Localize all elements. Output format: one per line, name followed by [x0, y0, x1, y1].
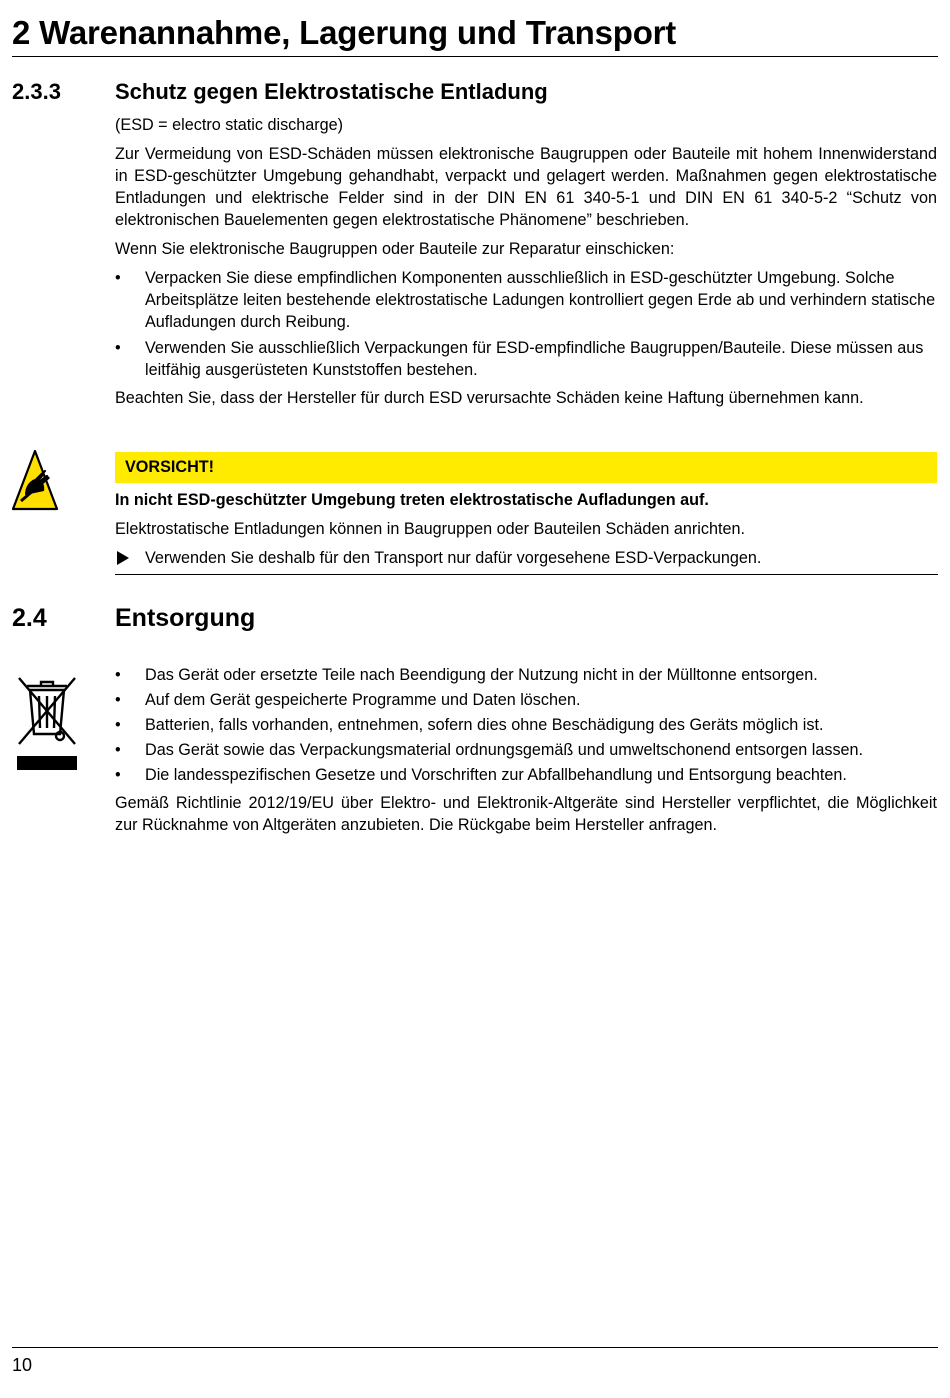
- esd-section-body: [115, 114, 937, 416]
- esd-subtitle: (ESD = electro static discharge): [115, 116, 344, 134]
- bullet-icon: •: [115, 339, 121, 357]
- esd-bullet-list: [115, 267, 937, 381]
- section-title: Entsorgung: [115, 604, 256, 632]
- section-number: 2.4: [12, 604, 47, 632]
- warning-body: [115, 489, 937, 576]
- header-rule: [12, 56, 938, 57]
- weee-crossed-bin-icon: [13, 672, 81, 774]
- page-number: 10: [12, 1355, 33, 1375]
- bullet-icon: •: [115, 716, 121, 734]
- disposal-section-body: [115, 664, 937, 843]
- warning-action: Verwenden Sie deshalb für den Transport nur dafür vorgesehene ESD-Verpackungen.: [115, 547, 937, 569]
- bullet-icon: •: [115, 691, 121, 709]
- list-item: • Das Gerät oder ersetzte Teile nach Beendigung der Nutzung nicht in der Mülltonne entsorgen.: [115, 666, 818, 684]
- esd-intro: Wenn Sie elektronische Baugruppen oder Bauteile zur Reparatur einschicken:: [115, 240, 675, 258]
- esd-liability-note: Beachten Sie, dass der Hersteller für durch ESD verursachte Schäden keine Haftung übernehmen kann.: [115, 389, 864, 407]
- disposal-bullet-list: [115, 664, 937, 786]
- section-number: 2.3.3: [12, 79, 61, 104]
- list-item: • Das Gerät sowie das Verpackungsmaterial ordnungsgemäß und umweltschonend entsorgen lassen.: [115, 741, 864, 759]
- warning-text: Elektrostatische Entladungen können in Baugruppen oder Bauteilen Schäden anrichten.: [115, 520, 745, 538]
- bullet-icon: •: [115, 741, 121, 759]
- footer-rule: [12, 1347, 938, 1348]
- esd-warning-icon: [11, 449, 59, 512]
- section-title: Schutz gegen Elektrostatische Entladung: [115, 79, 548, 104]
- bullet-icon: •: [115, 666, 121, 684]
- warning-banner: [115, 452, 937, 483]
- chapter-title: 2 Warenannahme, Lagerung und Transport: [12, 14, 677, 51]
- warning-rule: [115, 574, 938, 575]
- warning-label: VORSICHT!: [125, 458, 215, 476]
- action-arrow-icon: [117, 551, 129, 565]
- warning-headline: In nicht ESD-geschützter Umgebung treten elektrostatische Aufladungen auf.: [115, 491, 709, 509]
- list-item: • Die landesspezifischen Gesetze und Vorschriften zur Abfallbehandlung und Entsorgung beachten.: [115, 766, 847, 784]
- list-item: • Batterien, falls vorhanden, entnehmen, sofern dies ohne Beschädigung des Geräts möglich ist.: [115, 716, 824, 734]
- disposal-paragraph: Gemäß Richtlinie 2012/19/EU über Elektro- und Elektronik-Altgeräte sind Hersteller verpflichtet, die Möglichkeit zur Rücknahme von Altgeräten anzubieten. Die Rückgabe beim Hersteller anfragen.: [115, 794, 937, 834]
- esd-paragraph: Zur Vermeidung von ESD-Schäden müssen elektronische Baugruppen oder Bauteile mit hohem Innenwiderstand in ESD-geschützter Umgebung gehandhabt, verpackt und gelagert werden. Maßnahmen gegen elektrostatische Entladungen und elektrische Felder sind in der DIN EN 61 340-5-1 und DIN EN 61 340-5-2 “Schutz von elektronischen Bauelementen gegen elektrostatische Phänomene” beschrieben.: [115, 145, 937, 229]
- list-item: • Verpacken Sie diese empfindlichen Komponenten ausschließlich in ESD-geschützter Umgebung. Solche Arbeitsplätze leiten bestehende elektrostatische Ladungen kontrolliert gegen Erde ab und verhindern statische Aufladungen durch Reibung.: [115, 269, 936, 331]
- list-item: • Auf dem Gerät gespeicherte Programme und Daten löschen.: [115, 691, 581, 709]
- bullet-icon: •: [115, 269, 121, 287]
- list-item: • Verwenden Sie ausschließlich Verpackungen für ESD-empfindliche Baugruppen/Bauteile. Diese müssen aus leitfähig ausgerüsteten Kunststoffen bestehen.: [115, 339, 924, 379]
- bullet-icon: •: [115, 766, 121, 784]
